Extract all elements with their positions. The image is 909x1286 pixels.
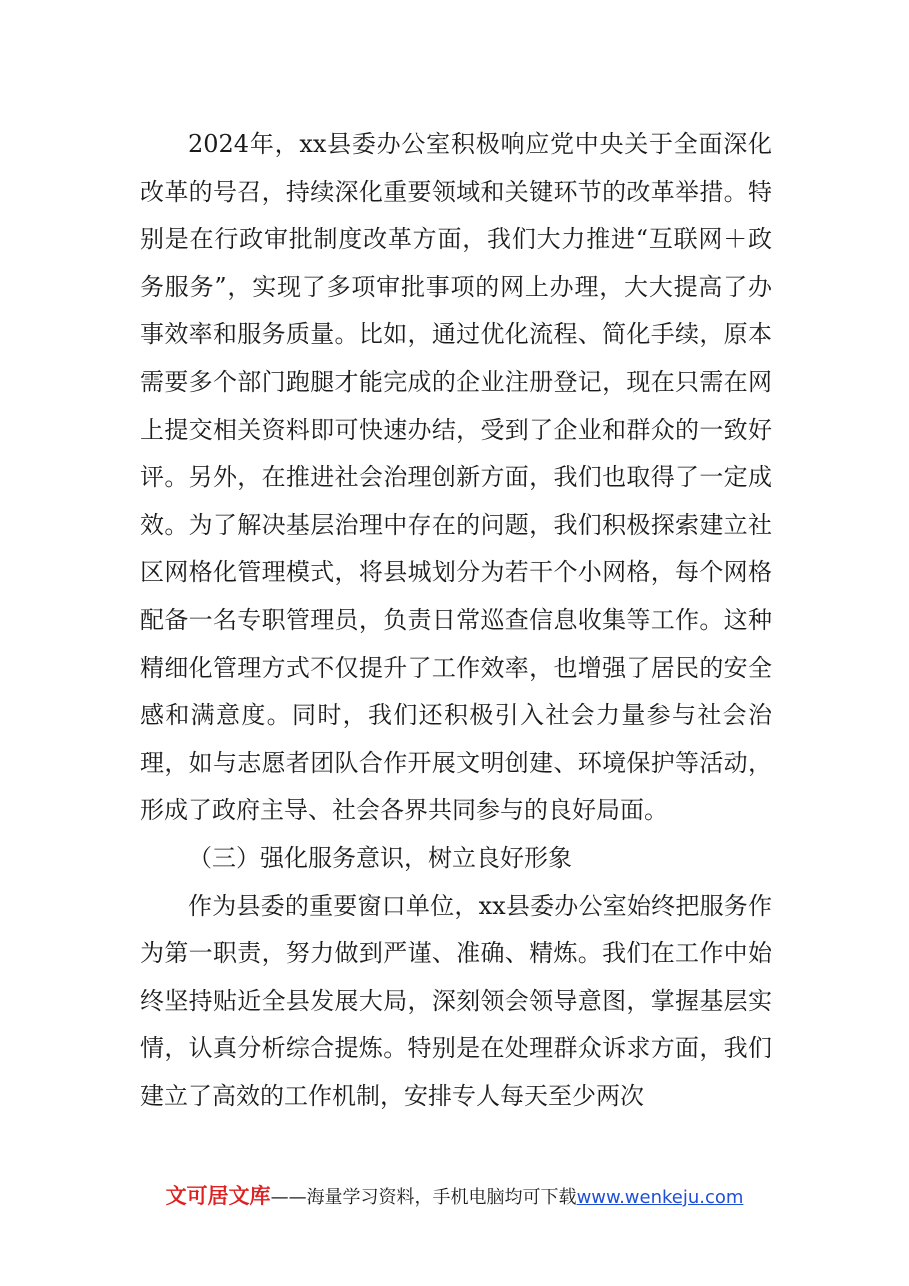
footer-tagline: ——海量学习资料，手机电脑均可下载	[270, 1187, 577, 1208]
section-heading: （三）强化服务意识，树立良好形象	[188, 843, 572, 872]
page-footer	[0, 1181, 909, 1213]
footer-brand: 文可居文库	[165, 1184, 271, 1208]
body-paragraph: 2024年，xx县委办公室积极响应党中央关于全面深化改革的号召，持续深化重要领域和关键环节的改革举措。特别是在行政审批制度改革方面，我们大力推进“互联网＋政务服务”，实现了多项审批事项的网上办理，大大提高了办事效率和服务质量。比如，通过优化流程、简化手续，原本需要多个部门跑腿才能完成的企业注册登记，现在只需在网上提交相关资料即可快速办结，受到了企业和群众的一致好评。另外，在推进社会治理创新方面，我们也取得了一定成效。为了解决基层治理中存在的问题，我们积极探索建立社区网格化管理模式，将县城划分为若干个小网格，每个网格配备一名专职管理员，负责日常巡查信息收集等工作。这种精细化管理方式不仅提升了工作效率，也增强了居民的安全感和满意度。同时，我们还积极引入社会力量参与社会治理，如与志愿者团队合作开展文明创建、环境保护等活动，形成了政府主导、社会各界共同参与的良好局面。	[140, 130, 772, 825]
document-body	[140, 121, 772, 1120]
body-paragraph: 作为县委的重要窗口单位，xx县委办公室始终把服务作为第一职责，努力做到严谨、准确、精炼。我们在工作中始终坚持贴近全县发展大局，深刻领会领导意图，掌握基层实情，认真分析综合提炼。特别是在处理群众诉求方面，我们建立了高效的工作机制，安排专人每天至少两次	[140, 891, 772, 1110]
footer-website-link[interactable]: www.wenkeju.com	[576, 1187, 744, 1208]
